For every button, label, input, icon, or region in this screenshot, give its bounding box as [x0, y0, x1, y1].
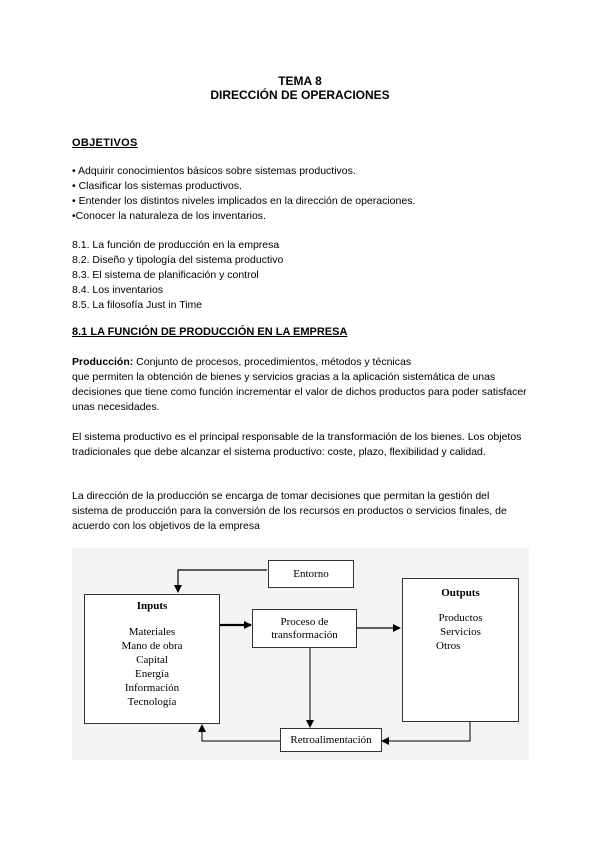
paragraph-direccion: La dirección de la producción se encarga de tomar decisiones que permitan la gestión del sistema de producción para la conversión de los recursos en productos o servicios finales, de acuerdo con los objetivos de la empresa	[72, 490, 507, 532]
index-item: 8.3. El sistema de planificación y control	[72, 269, 259, 281]
section-heading: 8.1 LA FUNCIÓN DE PRODUCCIÓN EN LA EMPRESA	[72, 326, 348, 338]
output-item: Otros	[436, 640, 461, 652]
input-item: Tecnología	[127, 696, 177, 708]
definition-rest: que permiten la obtención de bienes y servicios gracias a la aplicación sistemática de unas decisiones que tiene como función incrementar el valor de dichos productos para poder satisfacer unas necesidades.	[72, 371, 527, 413]
paragraph-produccion	[72, 355, 527, 415]
index-item: 8.4. Los inventarios	[72, 284, 164, 296]
term-produccion: Producción:	[72, 356, 134, 368]
proceso-line2: transformación	[271, 629, 338, 641]
retroalimentacion-box: Retroalimentación	[280, 728, 382, 752]
outputs-title: Outputs	[441, 587, 480, 599]
input-item: Energía	[134, 668, 169, 680]
objectives-heading: OBJETIVOS	[72, 137, 138, 149]
inputs-title: Inputs	[136, 600, 168, 612]
production-system-diagram	[72, 548, 529, 760]
index-item: 8.2. Diseño y tipología del sistema productivo	[72, 254, 284, 266]
objective-item: • Adquirir conocimientos básicos sobre sistemas productivos.	[72, 165, 356, 177]
input-item: Materiales	[128, 626, 176, 638]
proceso-box	[252, 609, 357, 648]
paragraph-sistema: El sistema productivo es el principal responsable de la transformación de los bienes. Los objetos tradicionales que debe alcanzar el sistema productivo: coste, plazo, flexibilidad y calidad.	[72, 431, 522, 458]
output-item: Productos	[438, 612, 483, 624]
input-item: Información	[124, 682, 180, 694]
topic-number: TEMA 8	[278, 74, 322, 88]
objective-item: • Entender los distintos niveles implicados en la dirección de operaciones.	[72, 195, 416, 207]
page-title: DIRECCIÓN DE OPERACIONES	[210, 88, 390, 102]
input-item: Mano de obra	[121, 640, 183, 652]
arrow-retro-inputs	[202, 725, 280, 741]
index-item: 8.5. La filosofía Just in Time	[72, 299, 203, 311]
index-item: 8.1. La función de producción en la empresa	[72, 239, 280, 251]
output-item: Servicios	[440, 626, 481, 638]
objective-item: •Conocer la naturaleza de los inventarios.	[72, 210, 266, 222]
entorno-box: Entorno	[268, 560, 354, 588]
definition-first-line: Conjunto de procesos, procedimientos, métodos y técnicas	[133, 356, 412, 368]
input-item: Capital	[136, 654, 168, 666]
objective-item: • Clasificar los sistemas productivos.	[72, 180, 242, 192]
arrow-entorno-inputs	[178, 570, 267, 592]
inputs-box	[84, 594, 220, 724]
outputs-box	[402, 578, 519, 722]
arrow-outputs-retro	[382, 722, 470, 741]
proceso-line1: Proceso de	[280, 616, 329, 628]
